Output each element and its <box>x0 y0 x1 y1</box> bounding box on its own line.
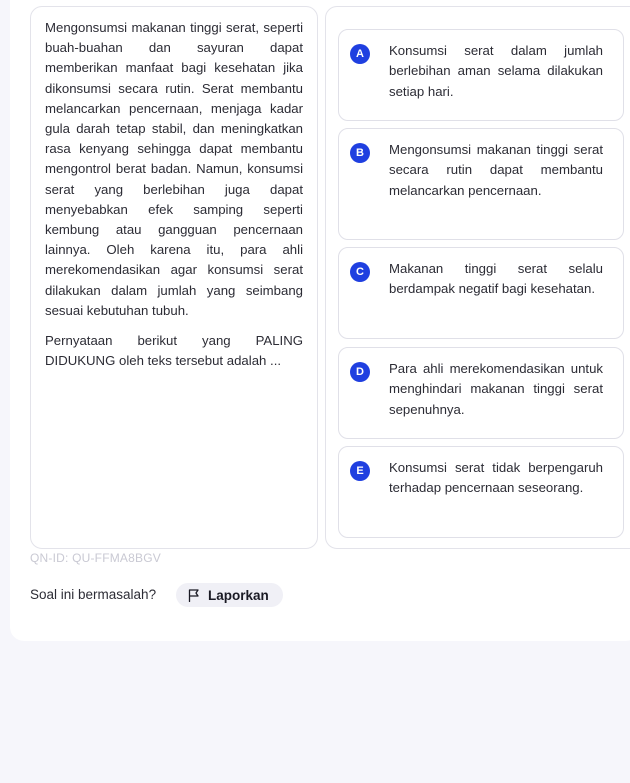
flag-icon <box>188 589 200 602</box>
report-row <box>30 583 330 607</box>
report-button[interactable] <box>176 583 283 607</box>
option-c[interactable] <box>338 247 624 339</box>
question-text: Pernyataan berikut yang PALING DIDUKUNG oleh teks tersebut adalah ... <box>45 333 303 369</box>
report-prompt: Soal ini bermasalah? <box>30 587 157 602</box>
question-id: QN-ID: QU-FFMA8BGV <box>30 551 161 565</box>
report-button-label: Laporkan <box>208 587 269 603</box>
option-d-text: Para ahli merekomendasikan untuk menghindari makanan tinggi serat sepenuhnya. <box>389 361 603 417</box>
passage-text: Mengonsumsi makanan tinggi serat, seperti buah-buahan dan sayuran dapat memberikan manfaat bagi kesehatan jika dikonsumsi secara rutin. Serat membantu melancarkan pencernaan, menjaga kadar gula darah tetap stabil, dan meningkatkan rasa kenyang sehingga dapat membantu mengontrol berat badan. Namun, konsumsi serat yang berlebihan juga dapat menyebabkan efek samping seperti kembung atau gangguan pencernaan lainnya. Oleh karena itu, para ahli merekomendasikan agar konsumsi serat dilakukan dalam jumlah yang seimbang sesuai kebutuhan tubuh. <box>45 20 303 318</box>
option-b-text: Mengonsumsi makanan tinggi serat secara rutin dapat membantu melancarkan pencernaan. <box>389 142 603 198</box>
option-letter-badge: B <box>350 143 370 163</box>
option-a[interactable] <box>338 29 624 121</box>
passage-panel <box>30 6 318 549</box>
option-letter-badge: A <box>350 44 370 64</box>
option-e[interactable] <box>338 446 624 538</box>
option-c-text: Makanan tinggi serat selalu berdampak negatif bagi kesehatan. <box>389 261 603 297</box>
options-panel <box>325 6 630 549</box>
option-d[interactable] <box>338 347 624 439</box>
option-a-text: Konsumsi serat dalam jumlah berlebihan aman selama dilakukan setiap hari. <box>389 43 603 99</box>
option-letter-badge: E <box>350 461 370 481</box>
option-letter-badge: C <box>350 262 370 282</box>
option-b[interactable] <box>338 128 624 240</box>
option-e-text: Konsumsi serat tidak berpengaruh terhadap pencernaan seseorang. <box>389 460 603 496</box>
option-letter-badge: D <box>350 362 370 382</box>
